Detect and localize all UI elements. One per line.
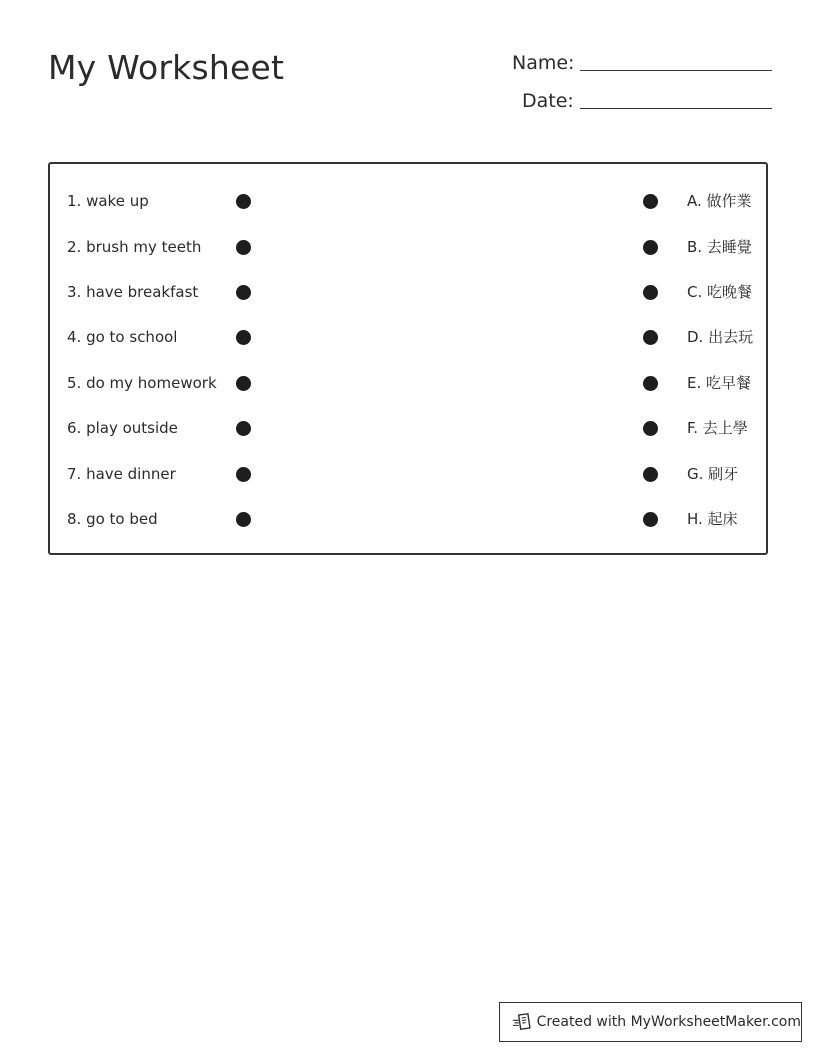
match-row-2 (50, 237, 766, 257)
left-dot-1[interactable] (236, 194, 251, 209)
footer-text[interactable]: Created with MyWorksheetMaker.com (536, 1014, 801, 1030)
right-item-4: D. 出去玩 (687, 328, 754, 346)
right-item-2: B. 去睡覺 (687, 238, 752, 256)
right-dot-3[interactable] (643, 285, 658, 300)
right-item-5: E. 吃早餐 (687, 374, 752, 392)
left-item-7: 7. have dinner (67, 465, 176, 483)
match-row-3 (50, 282, 766, 302)
left-item-5: 5. do my homework (67, 374, 217, 392)
match-row-4 (50, 327, 766, 347)
page-title: My Worksheet (48, 48, 285, 87)
left-dot-2[interactable] (236, 240, 251, 255)
match-row-6 (50, 418, 766, 438)
name-field[interactable] (512, 52, 772, 74)
left-item-1: 1. wake up (67, 192, 149, 210)
right-dot-5[interactable] (643, 376, 658, 391)
right-item-7: G. 刷牙 (687, 465, 739, 483)
left-dot-6[interactable] (236, 421, 251, 436)
right-dot-1[interactable] (643, 194, 658, 209)
date-label: Date: (522, 90, 574, 112)
right-dot-4[interactable] (643, 330, 658, 345)
match-row-1 (50, 191, 766, 211)
match-row-8 (50, 509, 766, 529)
right-dot-6[interactable] (643, 421, 658, 436)
matching-exercise (48, 162, 768, 555)
right-item-3: C. 吃晚餐 (687, 283, 753, 301)
left-item-3: 3. have breakfast (67, 283, 199, 301)
worksheet-maker-logo-icon (512, 1011, 531, 1033)
footer-credit[interactable] (499, 1002, 802, 1042)
match-row-5 (50, 373, 766, 393)
left-dot-8[interactable] (236, 512, 251, 527)
right-item-6: F. 去上學 (687, 419, 748, 437)
right-item-8: H. 起床 (687, 510, 738, 528)
right-item-1: A. 做作業 (687, 192, 752, 210)
date-field[interactable] (522, 90, 772, 112)
right-dot-8[interactable] (643, 512, 658, 527)
left-item-4: 4. go to school (67, 328, 178, 346)
left-dot-5[interactable] (236, 376, 251, 391)
name-label: Name: (512, 52, 575, 74)
left-dot-7[interactable] (236, 467, 251, 482)
left-item-6: 6. play outside (67, 419, 178, 437)
right-dot-7[interactable] (643, 467, 658, 482)
left-item-8: 8. go to bed (67, 510, 158, 528)
date-line[interactable] (580, 107, 772, 109)
match-row-7 (50, 464, 766, 484)
left-dot-3[interactable] (236, 285, 251, 300)
right-dot-2[interactable] (643, 240, 658, 255)
left-dot-4[interactable] (236, 330, 251, 345)
name-line[interactable] (580, 69, 772, 71)
left-item-2: 2. brush my teeth (67, 238, 202, 256)
